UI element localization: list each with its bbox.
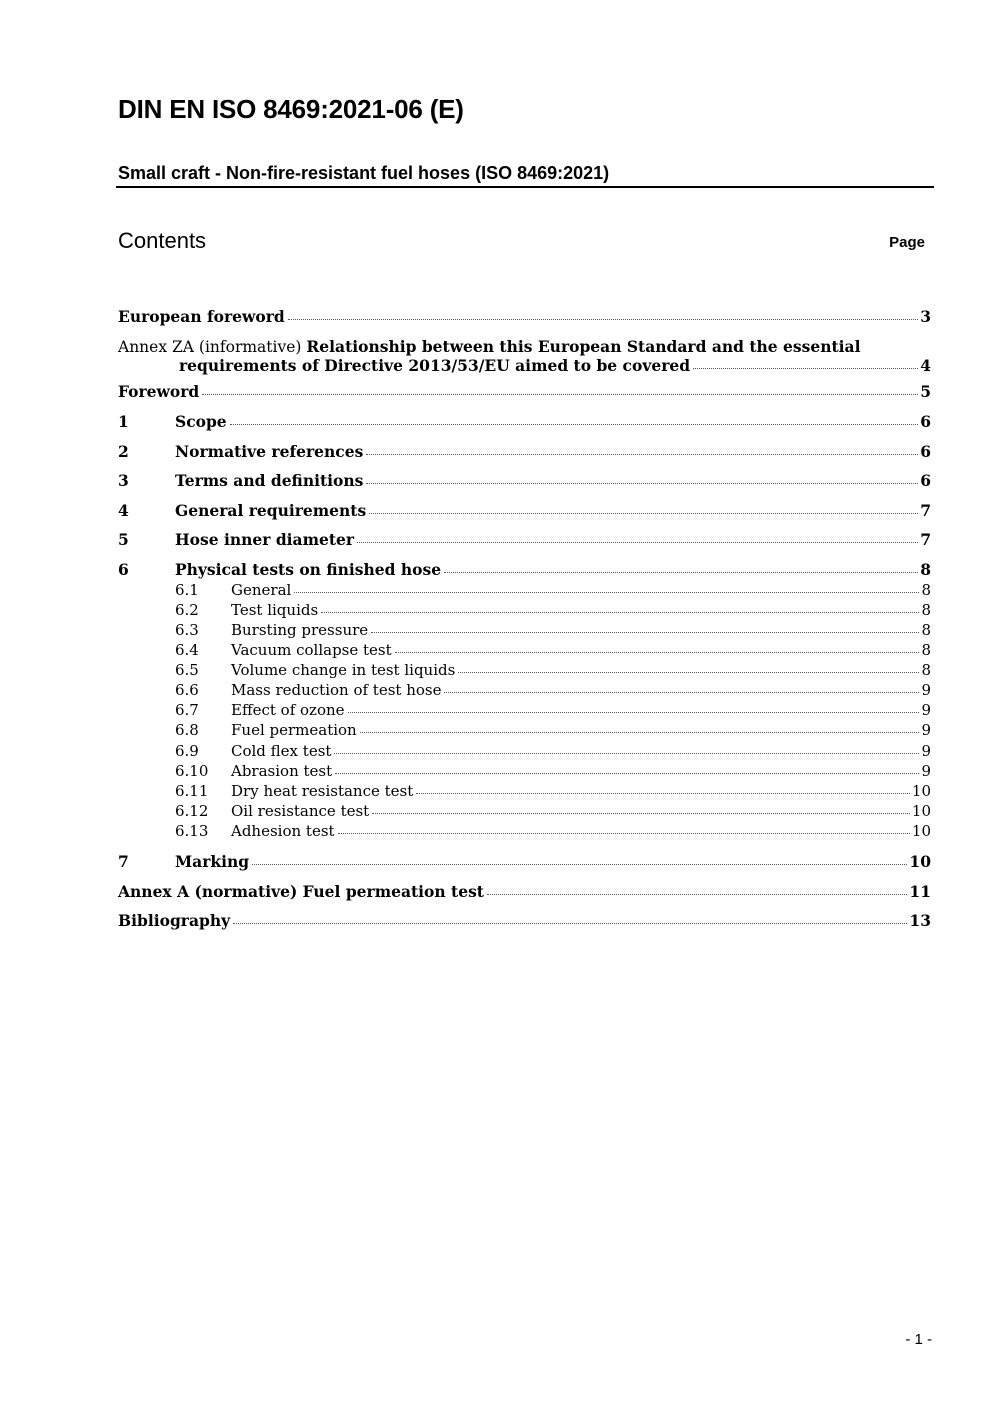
toc-entry-title: Cold flex test — [231, 742, 332, 760]
annex-za-title-line1: Relationship between this European Standard and the essential — [306, 337, 861, 356]
toc-entry-title: Bursting pressure — [231, 621, 369, 639]
toc-entry-section-2[interactable] — [118, 442, 931, 461]
toc-entry-page: 7 — [920, 501, 931, 520]
toc-entry-number: 6.3 — [175, 621, 199, 639]
toc-entry-section-1[interactable] — [118, 412, 931, 431]
toc-entry-page: 8 — [921, 661, 931, 679]
toc-entry-number: 2 — [118, 442, 129, 461]
toc-entry-title: Bibliography — [118, 911, 231, 930]
toc-entry-number: 6.13 — [175, 822, 209, 840]
toc-entry-page: 3 — [920, 307, 931, 326]
toc-leader — [444, 572, 918, 573]
toc-entry-subsection-6-4[interactable] — [118, 641, 931, 659]
toc-entry-page: 9 — [921, 762, 931, 780]
toc-entry-page: 7 — [920, 530, 931, 549]
toc-leader — [371, 632, 919, 633]
toc-leader — [230, 424, 919, 425]
toc-entry-section-6[interactable] — [118, 560, 931, 579]
toc-entry-title: General — [231, 581, 292, 599]
toc-entry-annex-za-line2[interactable] — [179, 356, 931, 375]
toc-entry-page: 10 — [911, 822, 931, 840]
toc-leader — [202, 394, 918, 395]
toc-entry-annex-za-line1[interactable] — [118, 337, 860, 356]
toc-entry-number: 5 — [118, 530, 129, 549]
contents-heading: Contents — [118, 228, 207, 253]
toc-leader — [693, 368, 918, 369]
toc-leader — [366, 483, 918, 484]
toc-entry-section-7[interactable] — [118, 852, 931, 871]
toc-entry-title: European foreword — [118, 307, 285, 326]
toc-entry-page: 9 — [921, 701, 931, 719]
toc-entry-subsection-6-5[interactable] — [118, 661, 931, 679]
toc-leader — [334, 753, 919, 754]
toc-entry-subsection-6-11[interactable] — [118, 782, 931, 800]
toc-entry-european-foreword[interactable] — [118, 307, 931, 326]
toc-entry-number: 6.11 — [175, 782, 209, 800]
toc-entry-page: 6 — [920, 442, 931, 461]
toc-entry-page: 8 — [921, 581, 931, 599]
toc-leader — [395, 652, 920, 653]
toc-entry-number: 1 — [118, 412, 129, 431]
toc-entry-title: Terms and definitions — [175, 471, 364, 490]
toc-leader — [416, 793, 910, 794]
toc-entry-page: 9 — [921, 721, 931, 739]
toc-entry-subsection-6-7[interactable] — [118, 701, 931, 719]
toc-entry-subsection-6-6[interactable] — [118, 681, 931, 699]
toc-entry-number: 6.4 — [175, 641, 199, 659]
toc-entry-title: Abrasion test — [231, 762, 333, 780]
toc-entry-number: 6.12 — [175, 802, 209, 820]
toc-entry-number: 6.5 — [175, 661, 199, 679]
toc-entry-subsection-6-10[interactable] — [118, 762, 931, 780]
toc-entry-page: 8 — [921, 601, 931, 619]
toc-entry-subsection-6-1[interactable] — [118, 581, 931, 599]
toc-entry-title: Adhesion test — [231, 822, 335, 840]
toc-entry-title: Scope — [175, 412, 227, 431]
toc-leader — [357, 542, 918, 543]
toc-entry-title: Test liquids — [231, 601, 319, 619]
toc-entry-title: Normative references — [175, 442, 364, 461]
toc-entry-foreword[interactable] — [118, 382, 931, 401]
table-of-contents — [118, 0, 931, 1000]
toc-entry-title: Fuel permeation — [231, 721, 357, 739]
toc-entry-subsection-6-8[interactable] — [118, 721, 931, 739]
toc-entry-page: 8 — [921, 641, 931, 659]
toc-entry-number: 6.7 — [175, 701, 199, 719]
toc-entry-number: 6 — [118, 560, 129, 579]
toc-leader — [444, 692, 919, 693]
toc-entry-subsection-6-2[interactable] — [118, 601, 931, 619]
toc-entry-number: 3 — [118, 471, 129, 490]
toc-entry-annex-a[interactable] — [118, 882, 931, 901]
toc-leader — [372, 813, 910, 814]
toc-leader — [233, 923, 907, 924]
toc-entry-title: Marking — [175, 852, 250, 871]
toc-entry-page: 8 — [920, 560, 931, 579]
toc-entry-number: 6.8 — [175, 721, 199, 739]
toc-entry-page: 10 — [911, 802, 931, 820]
toc-entry-title: Oil resistance test — [231, 802, 370, 820]
toc-leader — [338, 833, 910, 834]
toc-entry-subsection-6-12[interactable] — [118, 802, 931, 820]
toc-entry-number: 6.1 — [175, 581, 199, 599]
toc-entry-bibliography[interactable] — [118, 911, 931, 930]
toc-leader — [321, 612, 919, 613]
toc-entry-number: 6.2 — [175, 601, 199, 619]
toc-entry-page: 8 — [921, 621, 931, 639]
toc-entry-subsection-6-9[interactable] — [118, 742, 931, 760]
toc-entry-section-5[interactable] — [118, 530, 931, 549]
toc-entry-number: 6.10 — [175, 762, 209, 780]
document-title: DIN EN ISO 8469:2021-06 (E) — [118, 94, 464, 124]
toc-leader — [348, 712, 920, 713]
toc-leader — [366, 454, 918, 455]
toc-entry-title: Physical tests on finished hose — [175, 560, 442, 579]
toc-entry-page: 9 — [921, 681, 931, 699]
toc-entry-section-3[interactable] — [118, 471, 931, 490]
toc-entry-page: 13 — [909, 911, 931, 930]
toc-entry-title: Annex A (normative) Fuel permeation test — [118, 882, 484, 901]
toc-entry-title: Mass reduction of test hose — [231, 681, 442, 699]
toc-entry-number: 7 — [118, 852, 129, 871]
toc-leader — [360, 732, 920, 733]
toc-entry-number: 6.9 — [175, 742, 199, 760]
toc-entry-subsection-6-13[interactable] — [118, 822, 931, 840]
toc-entry-section-4[interactable] — [118, 501, 931, 520]
annex-za-title-line2: requirements of Directive 2013/53/EU aimed to be covered — [179, 356, 691, 375]
toc-entry-page: 5 — [920, 382, 931, 401]
toc-entry-title: Dry heat resistance test — [231, 782, 414, 800]
toc-entry-title: Vacuum collapse test — [231, 641, 392, 659]
toc-entry-title: Volume change in test liquids — [231, 661, 456, 679]
toc-entry-title: Foreword — [118, 382, 200, 401]
toc-leader — [288, 319, 918, 320]
toc-leader — [335, 773, 919, 774]
toc-entry-page: 9 — [921, 742, 931, 760]
toc-entry-subsection-6-3[interactable] — [118, 621, 931, 639]
toc-entry-title: Hose inner diameter — [175, 530, 355, 549]
toc-entry-number: 6.6 — [175, 681, 199, 699]
toc-leader — [369, 513, 918, 514]
toc-entry-page: 6 — [920, 412, 931, 431]
toc-entry-number: 4 — [118, 501, 129, 520]
toc-entry-page: 10 — [911, 782, 931, 800]
footer-page-number: - 1 - — [905, 1331, 932, 1348]
toc-leader — [487, 894, 907, 895]
toc-entry-page: 11 — [909, 882, 931, 901]
toc-leader — [458, 672, 919, 673]
document-subtitle: Small craft - Non-fire-resistant fuel hoses (ISO 8469:2021) — [118, 163, 610, 183]
toc-leader — [252, 864, 907, 865]
toc-entry-page: 10 — [909, 852, 931, 871]
toc-entry-page: 6 — [920, 471, 931, 490]
toc-leader — [294, 592, 919, 593]
toc-entry-title: General requirements — [175, 501, 367, 520]
toc-entry-page: 4 — [920, 356, 931, 375]
page-column-heading: Page — [889, 234, 925, 251]
annex-za-prefix: Annex ZA (informative) — [118, 338, 307, 356]
toc-entry-title: Effect of ozone — [231, 701, 345, 719]
